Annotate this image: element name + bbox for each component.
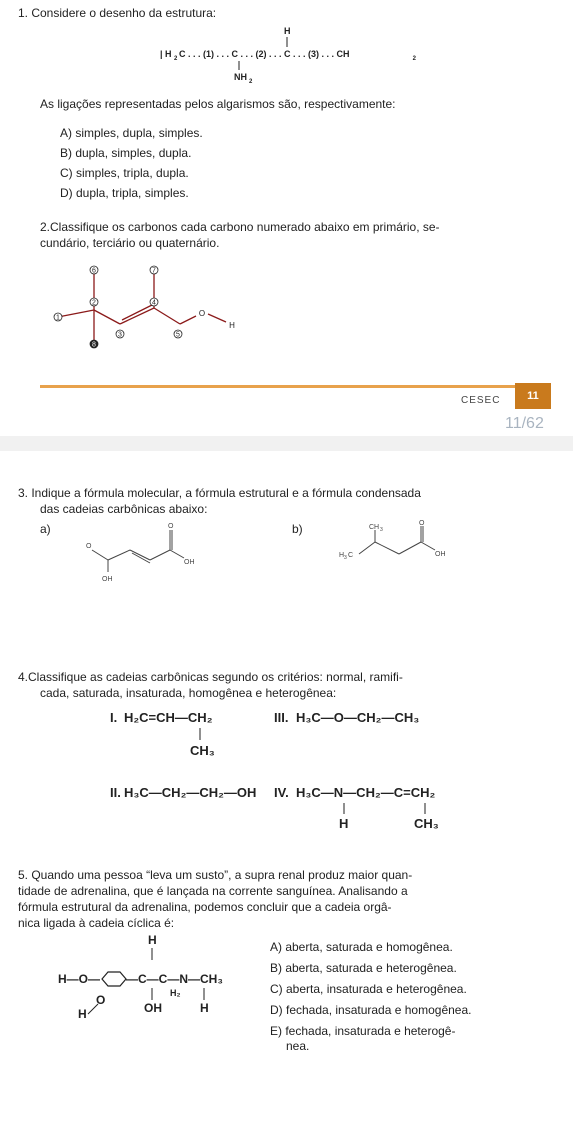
- q3-title-line2: das cadeias carbônicas abaixo:: [40, 502, 208, 516]
- q4-label-i: I.: [110, 710, 118, 725]
- q1-formula-pre: | H: [160, 49, 172, 59]
- q5-oh: OH: [144, 1001, 162, 1015]
- q4-formula-i-branch: CH₃: [190, 743, 215, 758]
- q2-label-6: 6: [92, 267, 96, 275]
- q2-skeletal-structure: [50, 262, 260, 352]
- q4-label-ii: II.: [110, 785, 121, 800]
- q4-formula-iv: H₃C—N—CH₂—C=CH₂: [296, 785, 436, 800]
- q1-option-b: B) dupla, simples, dupla.: [60, 146, 192, 160]
- q3b-oh: OH: [435, 551, 446, 558]
- q5-adrenaline-structure: [58, 930, 278, 1060]
- q2-label-4: 4: [152, 299, 156, 307]
- q3b-h3c-c: C: [348, 552, 354, 559]
- q4-formula-ii: H₃C—CH₂—CH₂—OH: [124, 785, 257, 800]
- q4-title-line1: 4.Classifique as cadeias carbônicas segundo os critérios: normal, ramifi-: [18, 670, 403, 684]
- q5-chain: —C—C—N—CH₃: [126, 972, 223, 986]
- q1-nh2-sub: 2: [249, 79, 253, 84]
- q2-label-8: 8: [92, 341, 96, 349]
- q3a-o2: O: [168, 523, 174, 530]
- q1-formula-sub2: 2: [412, 56, 416, 62]
- q4-label-iii: III.: [274, 710, 289, 725]
- page-separator: [0, 436, 573, 451]
- q5-o-left: O: [96, 993, 106, 1007]
- q1-prompt: As ligações representadas pelos algarismos são, respectivamente:: [40, 97, 396, 111]
- q3b-h3c-sub: 3: [344, 555, 347, 561]
- q3a-structure: [80, 520, 220, 595]
- footer-rule: [40, 385, 516, 388]
- q2-label-7: 7: [152, 267, 156, 275]
- q5-h-left: H: [78, 1007, 87, 1021]
- q5-option-e: E) fechada, insaturada e heterogê-: [270, 1024, 456, 1038]
- q3b-ch3-sub: 3: [380, 527, 383, 533]
- q2-title-line2: cundário, terciário ou quaternário.: [40, 236, 220, 250]
- q3a-o1: O: [86, 543, 92, 550]
- q5-option-c: C) aberta, insaturada e heterogênea.: [270, 982, 467, 996]
- q4-formula-i: H₂C=CH—CH₂: [124, 710, 213, 725]
- q1-title: 1. Considere o desenho da estrutura:: [18, 6, 217, 20]
- footer-page-badge: 11: [515, 383, 551, 409]
- q5-line2: tidade de adrenalina, que é lançada na corrente sanguínea. Analisando a: [18, 884, 408, 898]
- q1-h-top: H: [284, 26, 291, 36]
- q5-option-b: B) aberta, saturada e heterogênea.: [270, 961, 457, 975]
- q3b-ch3: CH: [369, 524, 380, 531]
- q2-label-1: 1: [56, 314, 60, 322]
- q1-formula-main: C . . . (1) . . . C . . . (2) . . . C . . . (3) . . . CH: [179, 49, 350, 59]
- q3-label-a: a): [40, 522, 51, 536]
- q3b-structure: [335, 520, 465, 595]
- q4-formulas: [110, 700, 540, 830]
- q5-option-a: A) aberta, saturada e homogênea.: [270, 940, 453, 954]
- q5-option-d: D) fechada, insaturada e homogênea.: [270, 1003, 472, 1017]
- q1-option-c: C) simples, tripla, dupla.: [60, 166, 189, 180]
- q2-atom-h: H: [229, 321, 235, 330]
- q1-structure: [160, 26, 420, 84]
- q2-atom-o: O: [198, 309, 206, 318]
- q3b-o: O: [419, 520, 425, 527]
- q1-option-a: A) simples, dupla, simples.: [60, 126, 203, 140]
- q1-formula-sub: 2: [174, 56, 178, 62]
- q5-h2: H₂: [170, 988, 181, 998]
- q5-line1: 5. Quando uma pessoa “leva um susto”, a supra renal produz maior quan-: [18, 868, 413, 882]
- q5-line3: fórmula estrutural da adrenalina, podemos concluir que a cadeia orgâ-: [18, 900, 392, 914]
- q5-line4: nica ligada à cadeia cíclica é:: [18, 916, 175, 930]
- q4-formula-iv-ch3: CH₃: [414, 816, 439, 830]
- q4-title-line2: cada, saturada, insaturada, homogênea e heterogênea:: [40, 686, 337, 700]
- q2-title-line1: 2.Classifique os carbonos cada carbono numerado abaixo em primário, se-: [40, 220, 440, 234]
- q3b-h3c-h: H: [339, 552, 345, 559]
- q5-ho: H—O—: [58, 972, 100, 986]
- q5-h-top: H: [148, 933, 157, 947]
- q3-label-b: b): [292, 522, 303, 536]
- q3a-oh2: OH: [102, 576, 113, 583]
- footer-brand: CESEC: [461, 395, 501, 406]
- q2-label-3: 3: [118, 331, 122, 339]
- q2-label-2: 2: [92, 299, 96, 307]
- q3-title-line1: 3. Indique a fórmula molecular, a fórmula estrutural e a fórmula condensada: [18, 486, 421, 500]
- q3a-oh: OH: [184, 559, 195, 566]
- q1-nh2: NH: [234, 72, 247, 82]
- q4-formula-iv-h: H: [339, 816, 349, 830]
- q2-label-5: 5: [176, 331, 180, 339]
- q4-formula-iii: H₃C—O—CH₂—CH₃: [296, 710, 420, 725]
- q5-h-bot: H: [200, 1001, 209, 1015]
- q5-option-e-cont: nea.: [286, 1039, 310, 1053]
- q4-label-iv: IV.: [274, 785, 289, 800]
- page-counter: 11/62: [505, 415, 544, 432]
- q1-option-d: D) dupla, tripla, simples.: [60, 186, 189, 200]
